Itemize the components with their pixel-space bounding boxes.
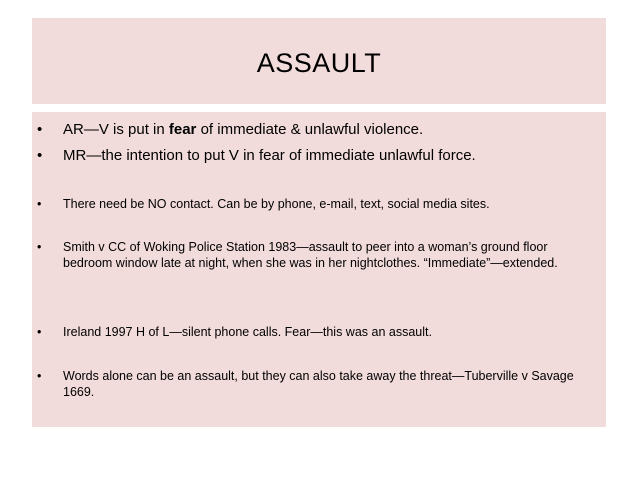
bullet-marker: • bbox=[37, 325, 42, 339]
bullet-text bbox=[63, 121, 593, 139]
bullet-bold-word: fear bbox=[168, 121, 197, 138]
slide-title: ASSAULT bbox=[256, 47, 382, 78]
title-panel bbox=[32, 18, 606, 104]
bullet-marker: • bbox=[37, 121, 43, 138]
bullet-text-part: of immediate & unlawful violence. bbox=[196, 121, 424, 138]
bullet-marker: • bbox=[37, 240, 42, 254]
bullet-text: Words alone can be an assault, but they can also take away the threat—Tuberville v Savage 1669. bbox=[63, 369, 574, 399]
bullet-text: Ireland 1997 H of L—silent phone calls. Fear—this was an assault. bbox=[63, 325, 432, 339]
bullet-marker: • bbox=[37, 147, 43, 164]
bullet-text: Smith v CC of Woking Police Station 1983—assault to peer into a woman’s ground floor bedroom window late at night, when she was in her nightclothes. “Immediate”—extended. bbox=[63, 240, 558, 270]
bullet-marker: • bbox=[37, 197, 42, 211]
content-panel bbox=[32, 112, 606, 427]
bullet-text-part: AR—V is put in bbox=[63, 121, 169, 138]
bullet-text: MR—the intention to put V in fear of immediate unlawful force. bbox=[63, 147, 476, 164]
bullet-text: There need be NO contact. Can be by phone, e-mail, text, social media sites. bbox=[63, 197, 490, 211]
bullet-marker: • bbox=[37, 369, 42, 383]
